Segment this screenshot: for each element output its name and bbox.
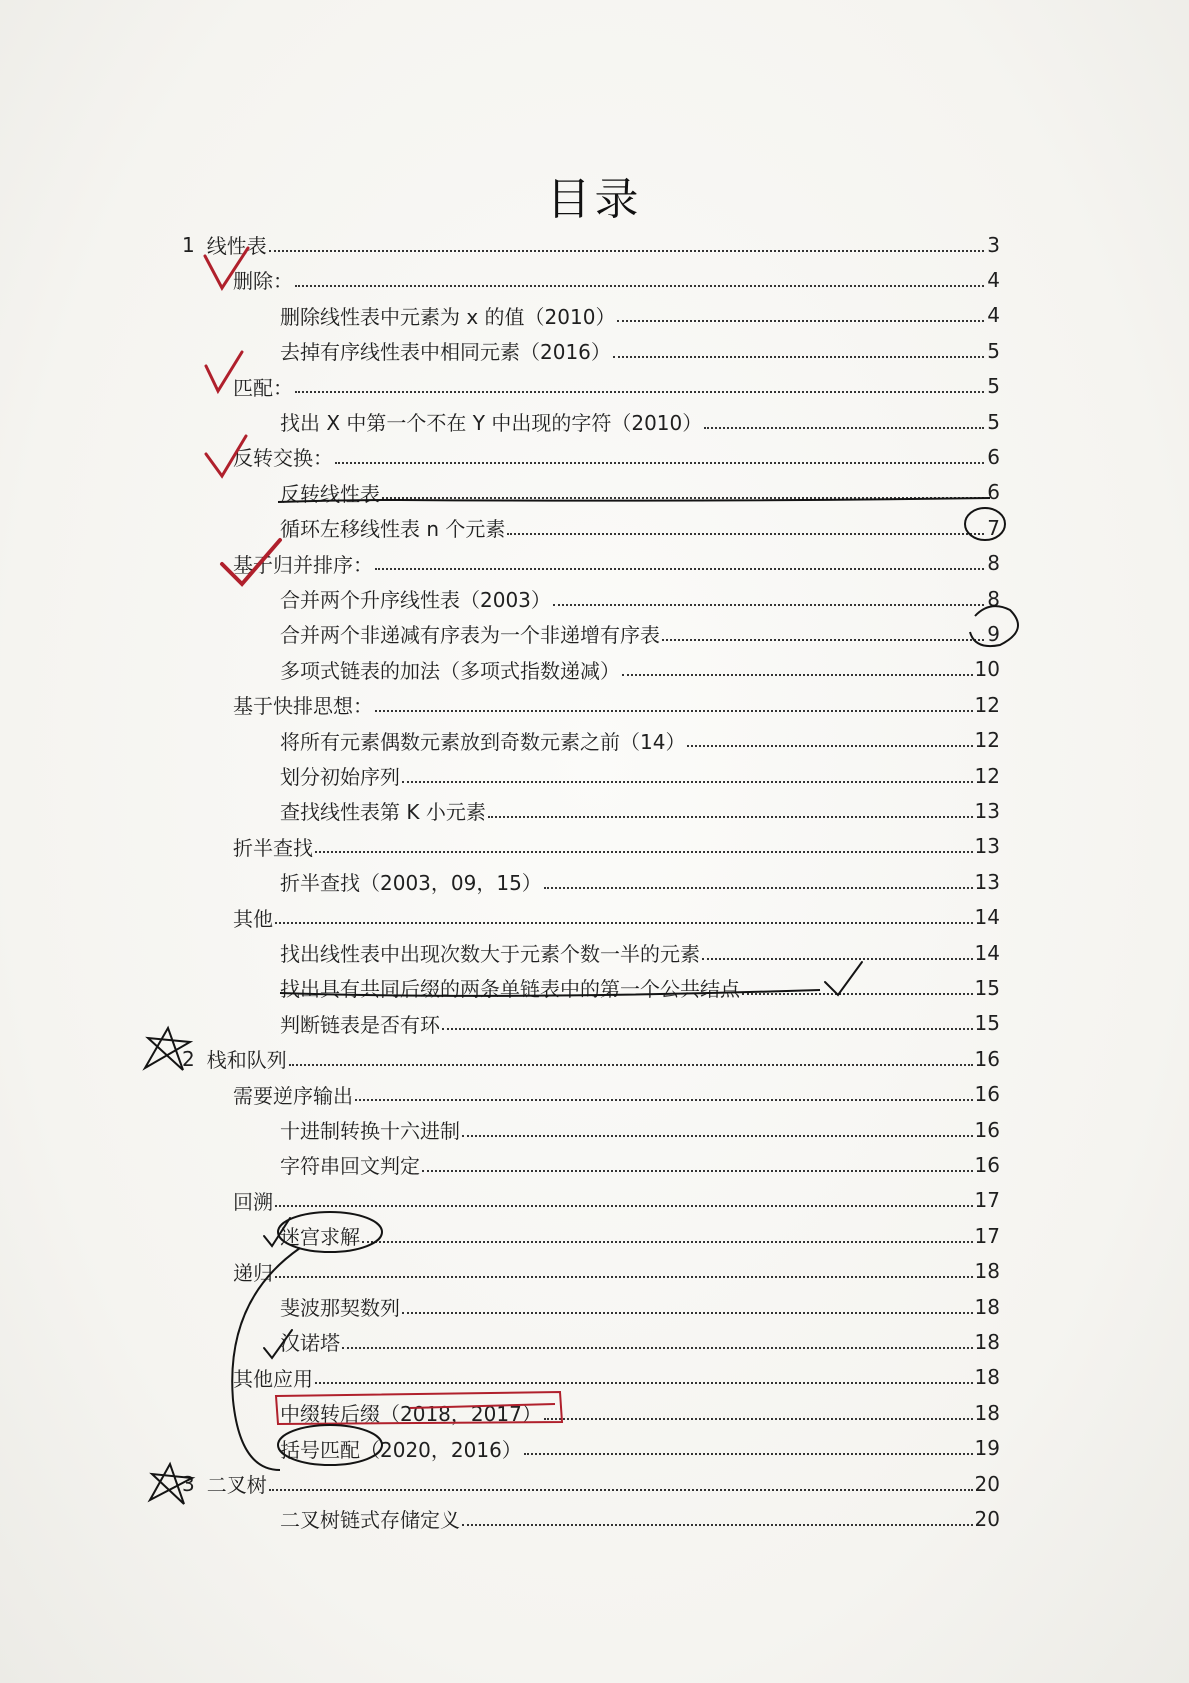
dot-leader [315, 851, 973, 853]
toc-page-number: 13 [974, 869, 1000, 894]
dot-leader [553, 604, 984, 606]
toc-entry [0, 263, 1000, 296]
toc-entry [0, 405, 1000, 438]
toc-page-number: 7 [987, 515, 1000, 540]
toc-page-number: 18 [974, 1400, 1000, 1425]
toc-page-number: 3 [987, 232, 1000, 257]
toc-page-number: 16 [974, 1046, 1000, 1071]
toc-page-number: 8 [987, 586, 1000, 611]
dot-leader [355, 1099, 973, 1101]
dot-leader [269, 250, 984, 252]
dot-leader [687, 745, 972, 747]
toc-entry [0, 653, 1000, 686]
toc-entry [0, 1432, 1000, 1465]
toc-page-number: 14 [974, 905, 1000, 930]
toc-page-number: 5 [987, 374, 1000, 399]
page-title: 目录 [546, 174, 643, 225]
toc-entry-title: 删除： [233, 269, 293, 294]
toc-entry-title: 斐波那契数列 [280, 1296, 400, 1320]
toc-entry-title: 反转线性表 [280, 481, 380, 506]
dot-leader [544, 887, 973, 889]
toc-entry [0, 1502, 1000, 1535]
toc-page-number: 5 [987, 409, 1000, 434]
dot-leader [622, 674, 973, 676]
toc-page-number: 10 [974, 657, 1000, 682]
dot-leader [422, 1170, 973, 1172]
toc-entry-title: 需要逆序输出 [233, 1083, 353, 1108]
toc-entry [0, 334, 1000, 367]
toc-entry-title: 去掉有序线性表中相同元素（2016） [280, 340, 611, 365]
toc-page-number: 5 [987, 338, 1000, 363]
toc-page-number: 18 [974, 1259, 1000, 1284]
toc-entry-title: 回溯 [233, 1189, 273, 1214]
toc-page-number: 18 [974, 1294, 1000, 1319]
dot-leader [488, 816, 973, 818]
toc-entry-title: 其他应用 [233, 1366, 313, 1391]
toc-entry-title: 基于快排思想： [233, 694, 373, 719]
toc-entry [0, 1255, 1000, 1288]
toc-entry-title: 反转交换： [233, 446, 333, 471]
dot-leader [275, 1276, 973, 1278]
dot-leader [342, 1347, 973, 1349]
dot-leader [442, 1028, 973, 1030]
toc-entry-title: 合并两个非递减有序表为一个非递增有序表 [280, 623, 660, 648]
toc-page-number: 20 [974, 1471, 1000, 1496]
toc-entry [0, 1078, 1000, 1111]
toc-page-number: 19 [974, 1436, 1000, 1461]
toc-page-number: 16 [974, 1082, 1000, 1107]
dot-leader [295, 285, 984, 287]
toc-entry-title: 找出具有共同后缀的两条单链表中的第一个公共结点 [280, 977, 740, 1002]
toc-page-number: 12 [974, 728, 1000, 753]
toc-page-number: 6 [987, 480, 1000, 505]
dot-leader [275, 1205, 973, 1207]
dot-leader [382, 497, 984, 499]
toc-entry-title: 线性表 [206, 234, 267, 258]
toc-entry-title: 十进制转换十六进制 [280, 1119, 460, 1143]
toc-entry-title: 查找线性表第 K 小元素 [280, 800, 486, 825]
toc-entry [0, 759, 1000, 792]
toc-entry [0, 1184, 1000, 1217]
toc-entry-title: 迷宫求解 [280, 1225, 360, 1250]
toc-entry [0, 1219, 1000, 1252]
toc-entry [0, 1113, 1000, 1146]
toc-entry [0, 1467, 1000, 1500]
dot-leader [269, 1489, 973, 1491]
dot-leader [702, 958, 973, 960]
toc-entry-title: 将所有元素偶数元素放到奇数元素之前（14） [280, 729, 686, 754]
toc-entry-title: 划分初始序列 [280, 765, 400, 789]
toc-entry [0, 1007, 1000, 1040]
toc-entry [0, 299, 1000, 332]
toc-entry-title: 二叉树链式存储定义 [280, 1508, 460, 1533]
dot-leader [315, 1382, 973, 1384]
toc-entry [0, 901, 1000, 934]
toc-page-number: 18 [974, 1365, 1000, 1390]
dot-leader [704, 427, 984, 429]
dot-leader [375, 710, 973, 712]
dot-leader [375, 568, 984, 570]
toc-entry [0, 1148, 1000, 1181]
toc-page-number: 16 [974, 1152, 1000, 1177]
toc-page-number: 16 [974, 1117, 1000, 1142]
toc-entry-title: 多项式链表的加法（多项式指数递减） [280, 658, 620, 683]
toc-page-number: 18 [974, 1329, 1000, 1354]
toc-entry [0, 370, 1000, 403]
toc-entry-title: 找出 X 中第一个不在 Y 中出现的字符（2010） [280, 411, 703, 435]
dot-leader [335, 462, 984, 464]
toc-page-number: 15 [974, 1011, 1000, 1036]
dot-leader [462, 1524, 973, 1526]
toc-entry-title: 删除线性表中元素为 x 的值（2010） [280, 304, 616, 329]
toc-page-number: 15 [974, 975, 1000, 1000]
toc-page-number: 12 [974, 692, 1000, 717]
toc-entry [0, 582, 1000, 615]
toc-entry [0, 1290, 1000, 1323]
toc-entry [0, 476, 1000, 509]
toc-entry-title: 其他 [233, 906, 273, 931]
toc-entry [0, 1042, 1000, 1075]
toc-page-number: 12 [974, 763, 1000, 788]
toc-entry-title: 循环左移线性表 n 个元素 [280, 517, 506, 542]
chapter-number: 2 [182, 1046, 195, 1071]
toc-entry-title: 折半查找（2003，09，15） [280, 871, 542, 896]
toc-entry [0, 617, 1000, 650]
toc-page-number: 20 [974, 1506, 1000, 1531]
toc-page-number: 17 [974, 1188, 1000, 1213]
dot-leader [402, 781, 973, 783]
toc-entry-title: 汉诺塔 [280, 1331, 340, 1356]
toc-page-number: 9 [987, 621, 1000, 646]
dot-leader [295, 391, 984, 393]
toc-entry [0, 1325, 1000, 1358]
toc-entry [0, 1361, 1000, 1394]
dot-leader [507, 533, 984, 535]
dot-leader [524, 1453, 973, 1455]
toc-page-number: 14 [974, 940, 1000, 965]
toc-entry-title: 栈和队列 [206, 1048, 287, 1073]
toc-page-number: 4 [987, 267, 1000, 292]
toc-entry-title: 匹配： [233, 375, 293, 400]
dot-leader [289, 1064, 973, 1066]
toc-entry [0, 724, 1000, 757]
toc-page-number: 4 [987, 303, 1000, 328]
dot-leader [617, 320, 984, 322]
chapter-number: 3 [182, 1471, 195, 1496]
dot-leader [742, 993, 973, 995]
toc-entry-title: 括号匹配（2020，2016） [280, 1437, 522, 1462]
toc-entry-title: 二叉树 [206, 1473, 267, 1497]
dot-leader [402, 1312, 973, 1314]
toc-entry [0, 830, 1000, 863]
dot-leader [662, 639, 984, 641]
dot-leader [544, 1418, 973, 1420]
toc-entry-title: 基于归并排序： [233, 552, 373, 577]
toc-entry-title: 递归 [233, 1260, 273, 1285]
toc-entry-title: 字符串回文判定 [280, 1154, 420, 1179]
toc-entry [0, 794, 1000, 827]
toc-entry [0, 440, 1000, 473]
toc-entry [0, 228, 1000, 261]
toc-entry [0, 1396, 1000, 1429]
toc-entry-title: 折半查找 [233, 835, 313, 860]
dot-leader [275, 922, 973, 924]
toc-page-number: 13 [974, 798, 1000, 823]
toc-entry [0, 936, 1000, 969]
toc-entry-title: 判断链表是否有环 [280, 1012, 440, 1037]
chapter-number: 1 [182, 232, 195, 257]
toc-entry-title: 找出线性表中出现次数大于元素个数一半的元素 [280, 942, 700, 966]
toc-page-number: 6 [987, 444, 1000, 469]
toc-page-number: 8 [987, 551, 1000, 576]
toc-page-number: 17 [974, 1223, 1000, 1248]
toc-entry-title: 合并两个升序线性表（2003） [280, 588, 551, 612]
dot-leader [362, 1241, 973, 1243]
toc-page-number: 13 [974, 834, 1000, 859]
dot-leader [462, 1135, 973, 1137]
dot-leader [613, 356, 984, 358]
toc-entry [0, 511, 1000, 544]
toc-entry [0, 688, 1000, 721]
toc-entry [0, 865, 1000, 898]
toc-entry [0, 971, 1000, 1004]
toc-entry [0, 547, 1000, 580]
toc-entry-title: 中缀转后缀（2018，2017） [280, 1402, 542, 1427]
